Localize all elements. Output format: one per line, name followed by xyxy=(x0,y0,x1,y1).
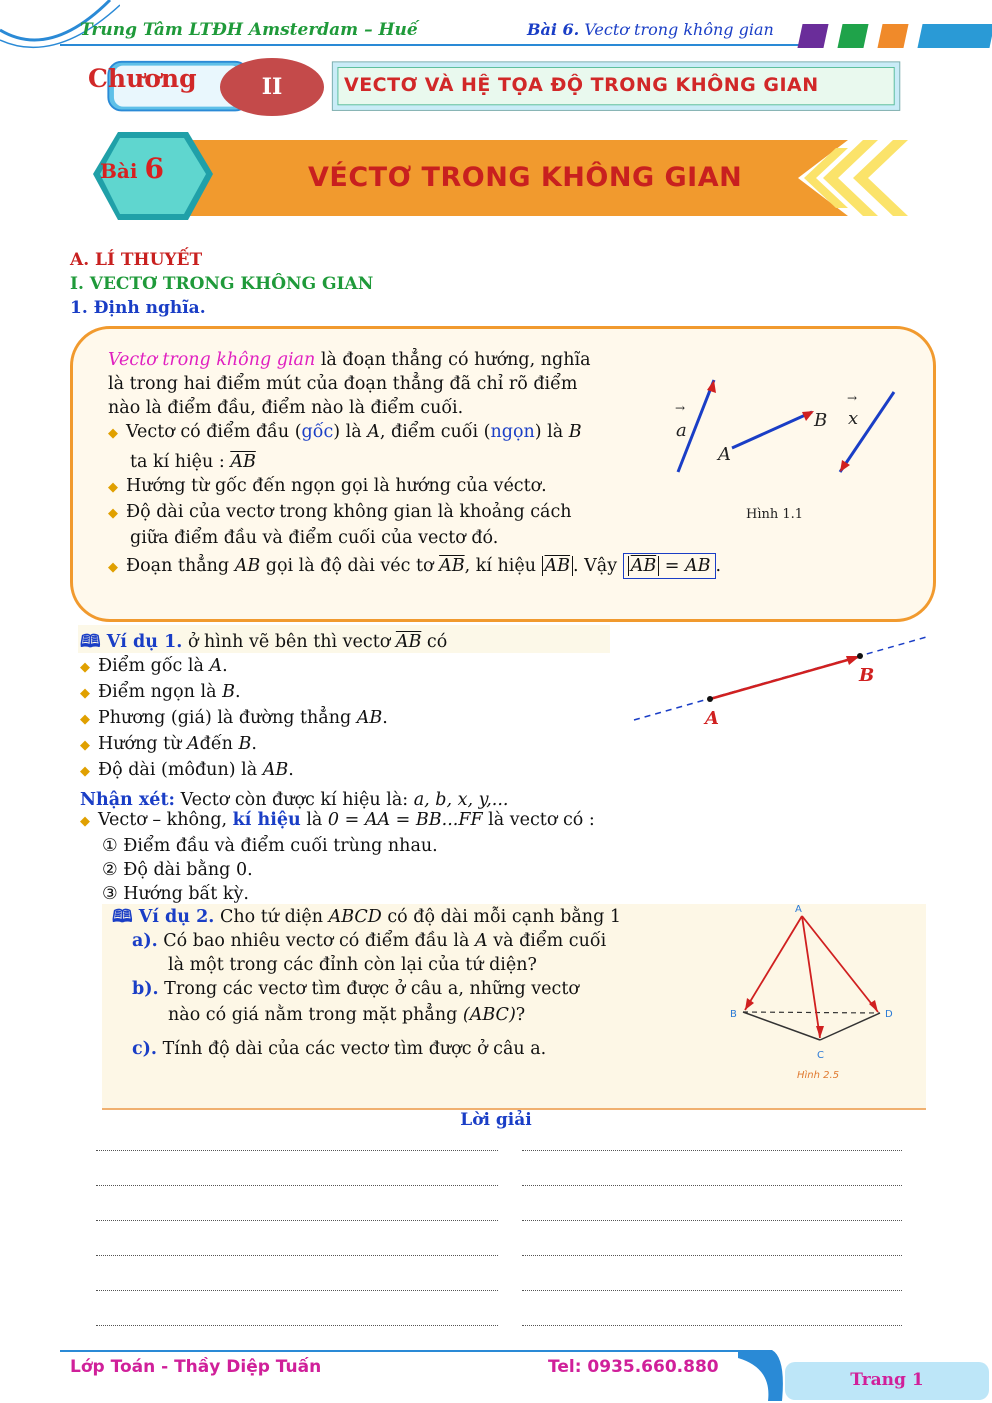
section-i-title: I. VECTƠ TRONG KHÔNG GIAN xyxy=(70,274,374,294)
zero-vector-line: ◆ Vectơ – không, kí hiệu là 0 = AA = BB...FF là vectơ có : xyxy=(80,808,780,834)
zero-item: ② Độ dài bằng 0. xyxy=(102,860,253,880)
answer-line xyxy=(522,1220,902,1221)
header-square-purple xyxy=(797,24,828,48)
chapter-number: II xyxy=(220,58,324,116)
answer-line xyxy=(96,1290,498,1291)
zero-item: ① Điểm đầu và điểm cuối trùng nhau. xyxy=(102,836,438,856)
center-name: Trung Tâm LTĐH Amsterdam – Huế xyxy=(80,20,418,40)
fig1-arrow-a: → xyxy=(675,401,686,415)
zero-formula: 0 = AA = BB...FF xyxy=(327,810,483,830)
def-bullet1-line2: ta kí hiệu : $\overline{AB}$ xyxy=(130,452,256,472)
bullet-icon: ◆ xyxy=(80,814,90,829)
answer-line xyxy=(96,1220,498,1221)
ex1-fig-label-A: A xyxy=(705,708,719,729)
chapter-label: Chương xyxy=(88,64,197,93)
fig1-label-x: x xyxy=(848,408,859,429)
answer-line xyxy=(522,1150,902,1151)
tet-label-D: D xyxy=(885,1009,893,1020)
zero-vector xyxy=(80,808,780,906)
example2-part-c: c). Tính độ dài của các vectơ tìm được ở câu a. xyxy=(132,1039,547,1059)
def-line2: là trong hai điểm mút của đoạn thẳng đã chỉ rõ điểm xyxy=(108,374,578,394)
bullet-icon: ◆ xyxy=(80,764,90,779)
header-line xyxy=(60,44,800,46)
answer-line xyxy=(96,1325,498,1326)
book-icon: 🕮 xyxy=(112,907,139,927)
example2-part-a-line2: là một trong các đỉnh còn lại của tứ diện? xyxy=(168,955,537,975)
def-term: Vectơ trong không gian xyxy=(108,350,316,370)
footer-line xyxy=(60,1350,740,1352)
example1-label: Ví dụ 1. xyxy=(106,632,183,652)
answer-line xyxy=(96,1185,498,1186)
example2-part-b-line2: nào có giá nằm trong mặt phẳng (ABC)? xyxy=(168,1005,526,1025)
figure-example1 xyxy=(630,632,935,732)
example1-item: ◆ Phương (giá) là đường thẳng AB. xyxy=(80,706,640,732)
ex1-fig-label-B: B xyxy=(859,665,875,686)
example1-item: ◆ Độ dài (môđun) là AB. xyxy=(80,758,640,784)
example1-title: 🕮 Ví dụ 1. ở hình vẽ bên thì vectơ $\overline{AB}$ có xyxy=(80,632,448,652)
section-a-title: A. LÍ THUYẾT xyxy=(70,250,203,270)
def-bullet4: ◆ Đoạn thẳng AB gọi là độ dài véc tơ $\overline{AB}$, kí hiệu $\overline{AB}$ . Vậy $\overline{AB}$ = AB . xyxy=(108,554,808,580)
length-formula-box: $\overline{AB}$ = AB xyxy=(623,553,716,579)
vec-ab-symbol: $\overline{AB}$ xyxy=(230,452,256,472)
header-square-orange xyxy=(877,24,908,48)
bullet-icon: ◆ xyxy=(80,712,90,727)
header-lesson-name: Vectơ trong không gian xyxy=(584,20,774,39)
tet-caption: Hình 2.5 xyxy=(797,1070,840,1081)
fig1-caption: Hình 1.1 xyxy=(746,507,804,522)
chapter-title: VECTƠ VÀ HỆ TỌA ĐỘ TRONG KHÔNG GIAN xyxy=(344,74,819,96)
answer-line xyxy=(522,1325,902,1326)
remark-label: Nhận xét: xyxy=(80,790,175,810)
fig1-arrow-x: → xyxy=(847,391,858,405)
footer-swoosh xyxy=(738,1348,788,1403)
def-bullet3-line2: giữa điểm đầu và điểm cuối của vectơ đó. xyxy=(130,528,499,548)
example2-part-b: b). Trong các vectơ tìm được ở câu a, những vectơ xyxy=(132,979,579,999)
example2-title: 🕮 Ví dụ 2. Cho tứ diện ABCD có độ dài mỗi cạnh bằng 1 xyxy=(112,907,621,927)
example1-item: ◆ Điểm gốc là A. xyxy=(80,654,640,680)
footer-teacher: Lớp Toán - Thầy Diệp Tuấn xyxy=(70,1357,322,1377)
example2-label: Ví dụ 2. xyxy=(138,907,215,927)
answer-line xyxy=(96,1150,498,1151)
page-number: Trang 1 xyxy=(850,1370,924,1390)
bullet-icon: ◆ xyxy=(80,660,90,675)
footer-phone: Tel: 0935.660.880 xyxy=(548,1357,719,1377)
def-line3: nào là điểm đầu, điểm nào là điểm cuối. xyxy=(108,398,464,418)
def-line1 xyxy=(108,348,643,372)
solution-title: Lời giải xyxy=(460,1110,532,1130)
fig1-label-A: A xyxy=(718,444,731,465)
bullet-icon: ◆ xyxy=(108,480,118,495)
answer-line xyxy=(522,1255,902,1256)
bullet-icon: ◆ xyxy=(108,506,118,521)
definition-text xyxy=(108,348,643,550)
example1-text xyxy=(80,630,640,812)
bullet-icon: ◆ xyxy=(108,560,118,575)
figure-1-1 xyxy=(660,372,900,522)
answer-line xyxy=(96,1255,498,1256)
fig1-label-B: B xyxy=(814,410,828,431)
lesson-number: 6 xyxy=(144,152,164,185)
lesson-label xyxy=(100,152,164,185)
def-bullet1: ◆ Vectơ có điểm đầu (gốc) là A, điểm cuối (ngọn) là B xyxy=(108,420,643,446)
header-square-green xyxy=(837,24,868,48)
header-square-blue xyxy=(917,24,992,48)
bullet-icon: ◆ xyxy=(80,738,90,753)
def-bullet3: ◆ Độ dài của vectơ trong không gian là khoảng cách xyxy=(108,500,643,526)
bullet-icon: ◆ xyxy=(80,686,90,701)
answer-line xyxy=(522,1290,902,1291)
fig1-label-a: a xyxy=(676,420,687,441)
figure-tetrahedron xyxy=(725,900,905,1085)
section-1-title: 1. Định nghĩa. xyxy=(70,298,206,318)
answer-line xyxy=(522,1185,902,1186)
def-bullet2: ◆ Hướng từ gốc đến ngọn gọi là hướng của véctơ. xyxy=(108,474,643,500)
book-icon: 🕮 xyxy=(80,632,107,652)
example1-item: ◆ Điểm ngọn là B. xyxy=(80,680,640,706)
def-line1-rest: là đoạn thẳng có hướng, nghĩa xyxy=(315,350,591,370)
lesson-label-text: Bài xyxy=(100,159,138,183)
header-lesson xyxy=(527,20,774,39)
tet-label-A: A xyxy=(795,904,802,915)
remark: Nhận xét: Vectơ còn được kí hiệu là: a, b, x, y,... xyxy=(80,790,509,810)
example2-part-a: a). Có bao nhiêu vectơ có điểm đầu là A và điểm cuối xyxy=(132,931,607,951)
example1-item: ◆ Hướng từ Ađến B. xyxy=(80,732,640,758)
tet-label-B: B xyxy=(730,1009,737,1020)
zero-item: ③ Hướng bất kỳ. xyxy=(102,884,249,904)
header-lesson-prefix: Bài 6. xyxy=(527,20,580,39)
tet-label-C: C xyxy=(817,1050,824,1061)
bullet-icon: ◆ xyxy=(108,426,118,441)
lesson-title: VÉCTƠ TRONG KHÔNG GIAN xyxy=(308,162,743,193)
example2-text xyxy=(112,905,682,1061)
